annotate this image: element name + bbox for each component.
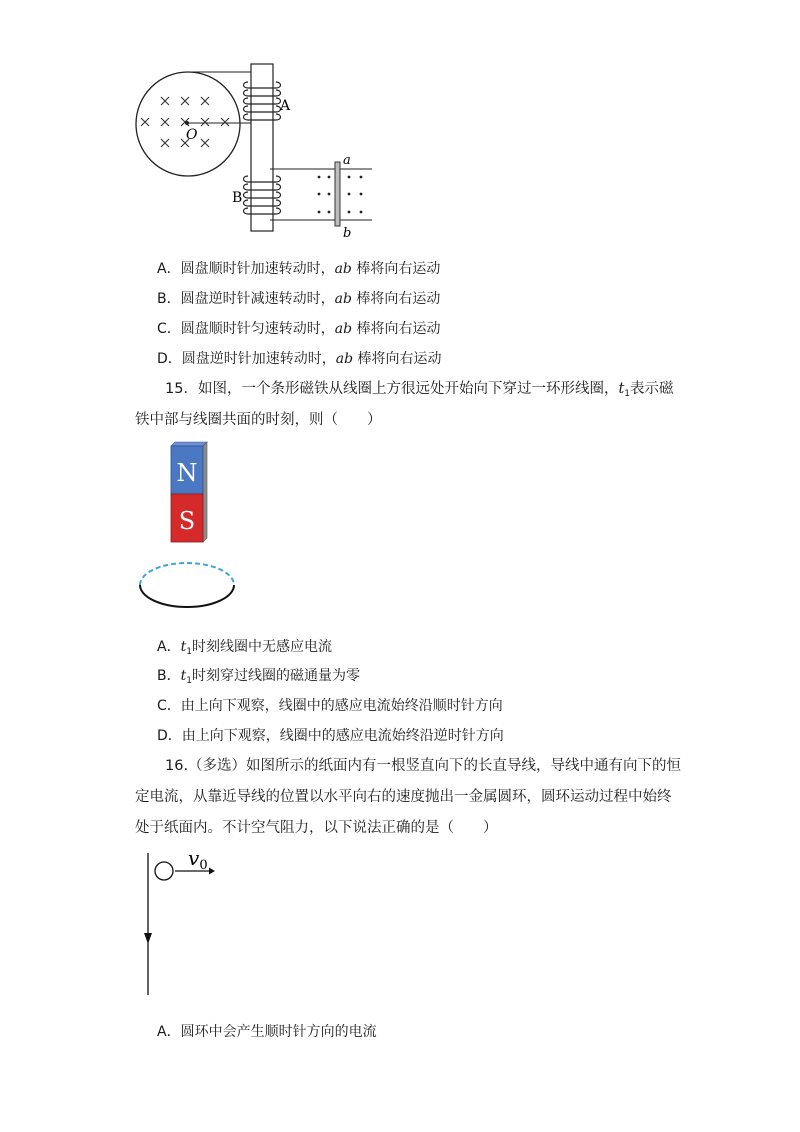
q15-stem-line-1: 15．如图，一个条形磁铁从线圈上方很远处开始向下穿过一环形线圈，$t_1$表示磁: [165, 381, 674, 399]
label-O: O: [186, 127, 198, 143]
metal-ring: [155, 862, 173, 880]
label-A: A: [280, 98, 291, 114]
q16-figure: [135, 845, 235, 1000]
velocity-label: $v_0$: [188, 846, 208, 873]
q15-option-d: D．由上向下观察，线圈中的感应电流始终沿逆时针方向: [157, 728, 504, 744]
q16-option-a: A．圆环中会产生顺时针方向的电流: [157, 1024, 377, 1040]
magnet-south-label: S: [178, 507, 196, 535]
label-b: b: [343, 226, 352, 241]
q14-option-b: B．圆盘逆时针减速转动时，ab 棒将向右运动: [157, 291, 441, 307]
q15-option-a: A．$t_1$时刻线圈中无感应电流: [157, 639, 332, 657]
ab-rod: [335, 162, 340, 226]
q14-option-d: D．圆盘逆时针加速转动时，ab 棒将向右运动: [157, 351, 442, 367]
q14-figure: [120, 50, 390, 245]
label-a: a: [343, 153, 351, 168]
q15-stem-line-2: 铁中部与线圈共面的时刻，则（ ）: [135, 412, 382, 428]
q14-option-c: C．圆盘顺时针匀速转动时，ab 棒将向右运动: [157, 321, 441, 337]
q16-stem-line-3: 处于纸面内。不计空气阻力，以下说法正确的是（ ）: [135, 820, 498, 836]
q15-option-b: B．$t_1$时刻穿过线圈的磁通量为零: [157, 668, 360, 686]
q16-stem-line-2: 定电流，从靠近导线的位置以水平向右的速度抛出一金属圆环，圆环运动过程中始终: [135, 789, 672, 805]
magnet-north-label: N: [176, 459, 198, 487]
current-direction-arrow: [144, 933, 152, 944]
coil-back-half: [140, 563, 234, 585]
label-B: B: [232, 190, 243, 206]
magnetic-field-into-page-crosses: [141, 97, 229, 147]
q14-option-a: A．圆盘顺时针加速转动时，ab 棒将向右运动: [157, 261, 441, 277]
coil-front-half: [140, 585, 234, 607]
q15-option-c: C．由上向下观察，线圈中的感应电流始终沿顺时针方向: [157, 698, 503, 714]
q15-figure: [132, 440, 242, 610]
q16-stem-line-1: 16.（多选）如图所示的纸面内有一根竖直向下的长直导线，导线中通有向下的恒: [165, 758, 682, 774]
